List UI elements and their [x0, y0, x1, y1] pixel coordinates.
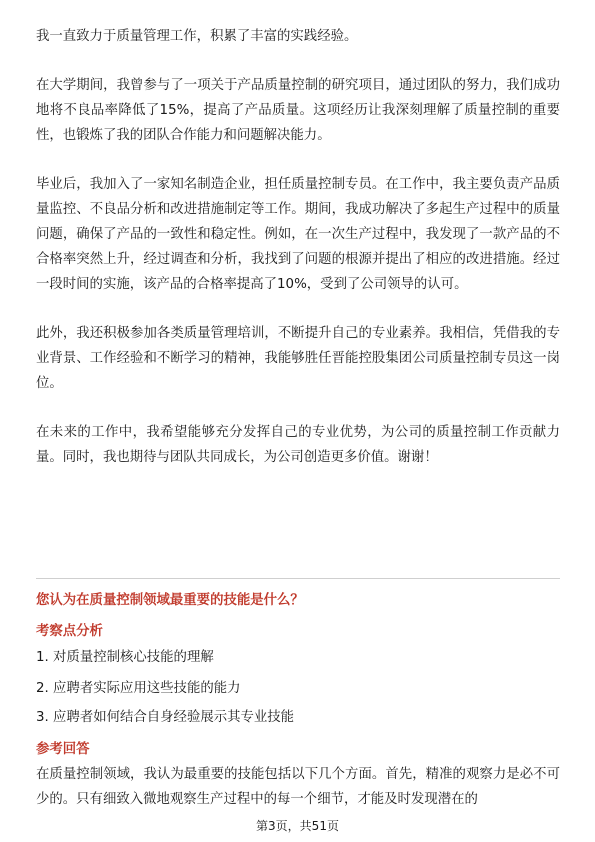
interview-question: 您认为在质量控制领域最重要的技能是什么？ [36, 593, 304, 608]
analysis-item-2: 2. 应聘者实际应用这些技能的能力 [36, 681, 241, 696]
section-divider [36, 578, 560, 579]
paragraph-training: 此外，我还积极参加各类质量管理培训，不断提升自己的专业素养。我相信，凭借我的专业背景、工作经验和不断学习的精神，我能够胜任晋能控股集团公司质量控制专员这一岗位。 [36, 326, 560, 391]
analysis-item-3: 3. 应聘者如何结合自身经验展示其专业技能 [36, 710, 295, 725]
paragraph-intro: 我一直致力于质量管理工作，积累了丰富的实践经验。 [36, 29, 358, 44]
reference-title: 参考回答 [36, 742, 90, 757]
paragraph-closing: 在未来的工作中，我希望能够充分发挥自己的专业优势，为公司的质量控制工作贡献力量。同时，我也期待与团队共同成长，为公司创造更多价值。谢谢！ [36, 425, 560, 465]
reference-answer: 在质量控制领域，我认为最重要的技能包括以下几个方面。首先，精准的观察力是必不可少的。只有细致入微地观察生产过程中的每一个细节，才能及时发现潜在的 [36, 767, 560, 807]
analysis-item-1: 1. 对质量控制核心技能的理解 [36, 650, 214, 665]
analysis-title: 考察点分析 [36, 624, 103, 639]
page-number: 第3页，共51页 [256, 819, 339, 833]
paragraph-university: 在大学期间，我曾参与了一项关于产品质量控制的研究项目，通过团队的努力，我们成功地将不良品率降低了15%，提高了产品质量。这项经历让我深刻理解了质量控制的重要性，也锻炼了我的团队合作能力和问题解决能力。 [36, 78, 560, 143]
paragraph-work-experience: 毕业后，我加入了一家知名制造企业，担任质量控制专员。在工作中，我主要负责产品质量监控、不良品分析和改进措施制定等工作。期间，我成功解决了多起生产过程中的质量问题，确保了产品的一致性和稳定性。例如，在一次生产过程中，我发现了一款产品的不合格率突然上升，经过调查和分析，我找到了问题的根源并提出了相应的改进措施。经过一段时间的实施，该产品的合格率提高了10%，受到了公司领导的认可。 [36, 177, 560, 292]
cover-letter-body [36, 24, 560, 470]
